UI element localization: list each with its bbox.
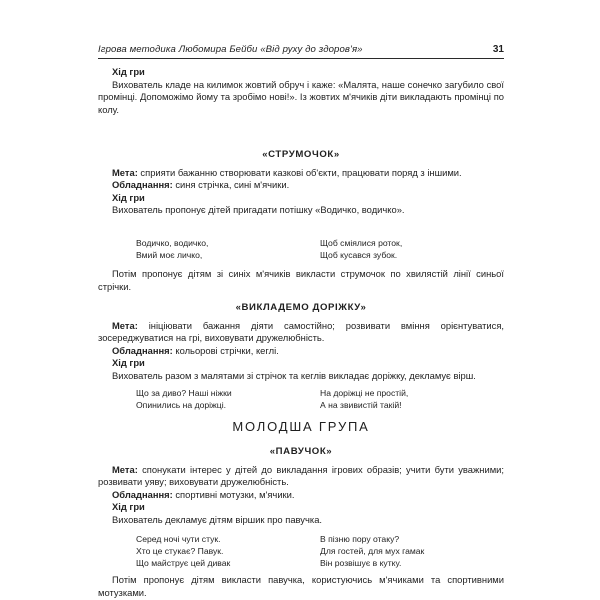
goal-paragraph <box>98 167 504 180</box>
equipment-paragraph <box>98 489 504 502</box>
goal-label: Мета: <box>112 319 138 331</box>
game-title: «ВИКЛАДЕМО ДОРІЖКУ» <box>235 302 367 313</box>
pavuchok-continuation <box>98 574 504 599</box>
pavuchok-section <box>98 446 504 527</box>
strumochok-section <box>98 149 504 217</box>
group-section <box>98 421 504 434</box>
poem-line: Він розвішує в кутку. <box>320 558 402 568</box>
dorizhka-section <box>98 302 504 383</box>
goal-text: сприяти бажанню створювати казкові об'єкти, працювати поряд з іншими. <box>137 166 462 178</box>
poem-line: Що за диво? Наші ніжки <box>136 388 232 398</box>
course-text: Вихователь пропонує дітей пригадати потішку «Водичко, водичко». <box>112 204 405 216</box>
poem-line: В пізню пору отаку? <box>320 534 400 544</box>
goal-paragraph <box>98 320 504 345</box>
poem-right-column <box>320 387 408 411</box>
book-page <box>98 44 504 598</box>
goal-label: Мета: <box>112 463 138 475</box>
poem-line: Вмий моє личко, <box>136 250 203 260</box>
equipment-text: синя стрічка, сині м'ячики. <box>172 179 290 191</box>
poem-line: Щоб кусався зубок. <box>320 250 398 260</box>
course-text: Вихователь разом з малятами зі стрічок та кеглів викладає доріжку, декламує вірш. <box>112 369 476 381</box>
equipment-label: Обладнання: <box>112 344 173 356</box>
course-text: Потім пропонує дітям зі синіх м'ячиків викласти струмочок по хвилястій лінії синьої стрічки. <box>98 268 504 292</box>
goal-text: спонукати інтерес у дітей до викладання ігрових образів; учити бути уважними; розвивати уяву; виховувати дружелюбність. <box>98 463 504 488</box>
poem-left-column <box>136 237 208 261</box>
course-heading: Хід гри <box>112 357 145 369</box>
poem-line: Щоб сміялися роток, <box>320 238 403 248</box>
intro-text: Вихователь кладе на килимок жовтий обруч і каже: «Малята, наше сонечко загубило свої промінці. Допоможімо йому та зробімо нові!». Із жовтих м'ячиків діти викладають промінці по колу. <box>98 78 504 115</box>
game-title: «СТРУМОЧОК» <box>262 149 340 160</box>
course-heading: Хід гри <box>112 191 145 203</box>
poem-right-column <box>320 237 402 261</box>
course-text: Вихователь декламує дітям віршик про павучка. <box>112 513 323 525</box>
poem-line: Водичко, водичко, <box>136 238 209 248</box>
poem-line: Серед ночі чути стук. <box>136 534 221 544</box>
running-title: Ігрова методика Любомира Бейби «Від руху до здоров'я» <box>98 44 363 55</box>
poem-line: Хто це стукає? Павук. <box>136 546 224 556</box>
poem-line: На доріжці не простій, <box>320 388 409 398</box>
equipment-paragraph <box>98 345 504 358</box>
equipment-label: Обладнання: <box>112 179 173 191</box>
intro-section <box>98 66 504 116</box>
course-heading: Хід гри <box>112 66 145 77</box>
poem-left-column <box>136 387 232 411</box>
poem-left-column <box>136 533 230 569</box>
poem-line: Для гостей, для мух гамак <box>320 546 425 556</box>
poem-line: Опинились на доріжці. <box>136 400 227 410</box>
poem-line: Що майструє цей дивак <box>136 558 231 568</box>
page-header <box>98 44 504 59</box>
poem-line: А на звивистій такій! <box>320 400 402 410</box>
equipment-text: спортивні мотузки, м'ячики. <box>172 488 295 500</box>
equipment-text: кольорові стрічки, кеглі. <box>172 344 279 356</box>
strumochok-continuation <box>98 268 504 293</box>
game-title: «ПАВУЧОК» <box>269 446 333 457</box>
equipment-label: Обладнання: <box>112 488 173 500</box>
course-heading: Хід гри <box>112 501 145 513</box>
goal-text: ініціювати бажання діяти самостійно; розвивати вміння орієнтуватися, зосереджуватися на грі, виховувати дружелюбність. <box>98 319 504 344</box>
poem-right-column <box>320 533 424 569</box>
group-title: МОЛОДША ГРУПА <box>232 419 370 434</box>
goal-label: Мета: <box>112 166 138 178</box>
equipment-paragraph <box>98 179 504 192</box>
goal-paragraph <box>98 464 504 489</box>
course-text: Потім пропонує дітям викласти павучка, користуючись м'ячиками та спортивними мотузками. <box>98 574 504 598</box>
page-number: 31 <box>492 44 504 55</box>
